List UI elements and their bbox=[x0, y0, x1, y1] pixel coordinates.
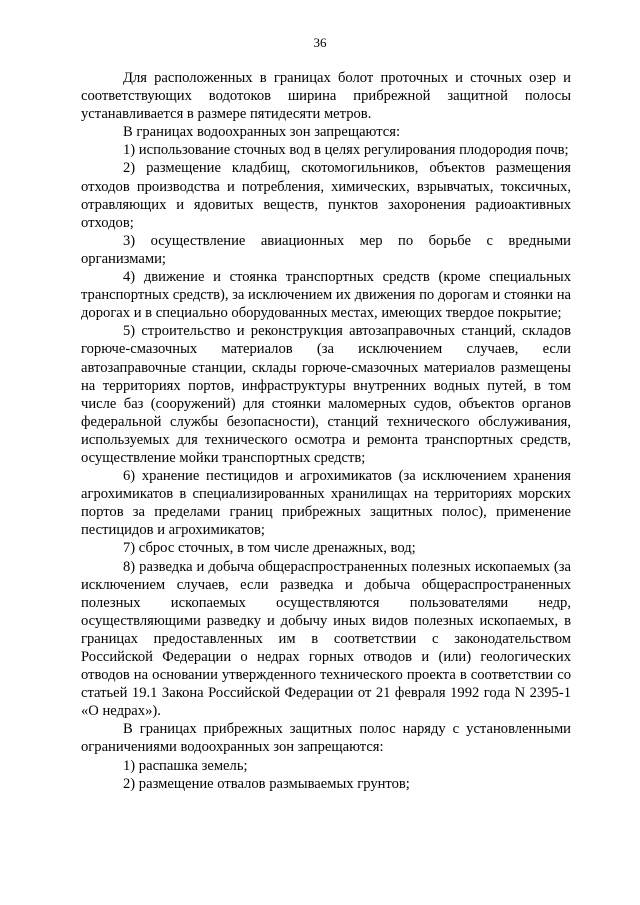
list-item-cemeteries-waste: 2) размещение кладбищ, скотомогильников, объектов размещения отходов производства и потребления, химических, взрывчатых, токсичных, отравляющих и ядовитых веществ, пунктов захоронения радиоактивных отходов; bbox=[81, 160, 571, 231]
list-item-wastewater-use: 1) использование сточных вод в целях регулирования плодородия почв; bbox=[123, 142, 569, 159]
list-item-soil-dumps: 2) размещение отвалов размываемых грунтов; bbox=[123, 775, 410, 792]
list-item-fuel-stations: 5) строительство и реконструкция автозаправочных станций, складов горюче-смазочных материалов (за исключением случаев, если автозаправочные станции, склады горюче-смазочных материалов размещены на территориях портов, инфраструктуры внутренних водных путей, в том числе баз (сооружений) для стоянки маломерных судов, объектов органов федеральной службы безопасности), станций технического обслуживания, используемых для технического осмотра и ремонта транспортных средств, осуществление мойки транспортных средств; bbox=[81, 323, 571, 466]
paragraph-coastal-strip-prohibitions-intro: В границах прибрежных защитных полос наряду с установленными ограничениями водоохранных зон запрещаются: bbox=[81, 721, 571, 756]
document-body bbox=[81, 69, 571, 793]
paragraph-water-zone-prohibitions-intro: В границах водоохранных зон запрещаются: bbox=[123, 124, 401, 141]
paragraph-swamp-lakes: Для расположенных в границах болот проточных и сточных озер и соответствующих водотоков ширина прибрежной защитной полосы устанавливается в размере пятидесяти метров. bbox=[81, 70, 571, 123]
list-item-vehicle-movement: 4) движение и стоянка транспортных средств (кроме специальных транспортных средств), за исключением их движения по дорогам и стоянки на дорогах и в специально оборудованных местах, имеющих твердое покрытие; bbox=[81, 269, 571, 322]
list-item-mineral-extraction: 8) разведка и добыча общераспространенных полезных ископаемых (за исключением случаев, если разведка и добыча общераспространенных полезных ископаемых осуществляются пользователями недр, осуществляющими разведку и добычу иных видов полезных ископаемых, в границах предоставленных им в соответствии с законодательством Российской Федерации о недрах горных отводов и (или) геологических отводов на основании утвержденного технического проекта в соответствии со статьей 19.1 Закона Российской Федерации от 21 февраля 1992 года N 2395-1 «О недрах»). bbox=[81, 558, 571, 720]
list-item-wastewater-discharge: 7) сброс сточных, в том числе дренажных, вод; bbox=[123, 540, 416, 557]
list-item-aviation-measures: 3) осуществление авиационных мер по борьбе с вредными организмами; bbox=[81, 232, 571, 267]
page-number: 36 bbox=[313, 35, 327, 50]
list-item-pesticides: 6) хранение пестицидов и агрохимикатов (за исключением хранения агрохимикатов в специализированных хранилищах на территориях морских портов за пределами границ прибрежных защитных полос), применение пестицидов и агрохимикатов; bbox=[81, 468, 571, 539]
list-item-plowing: 1) распашка земель; bbox=[123, 757, 248, 774]
